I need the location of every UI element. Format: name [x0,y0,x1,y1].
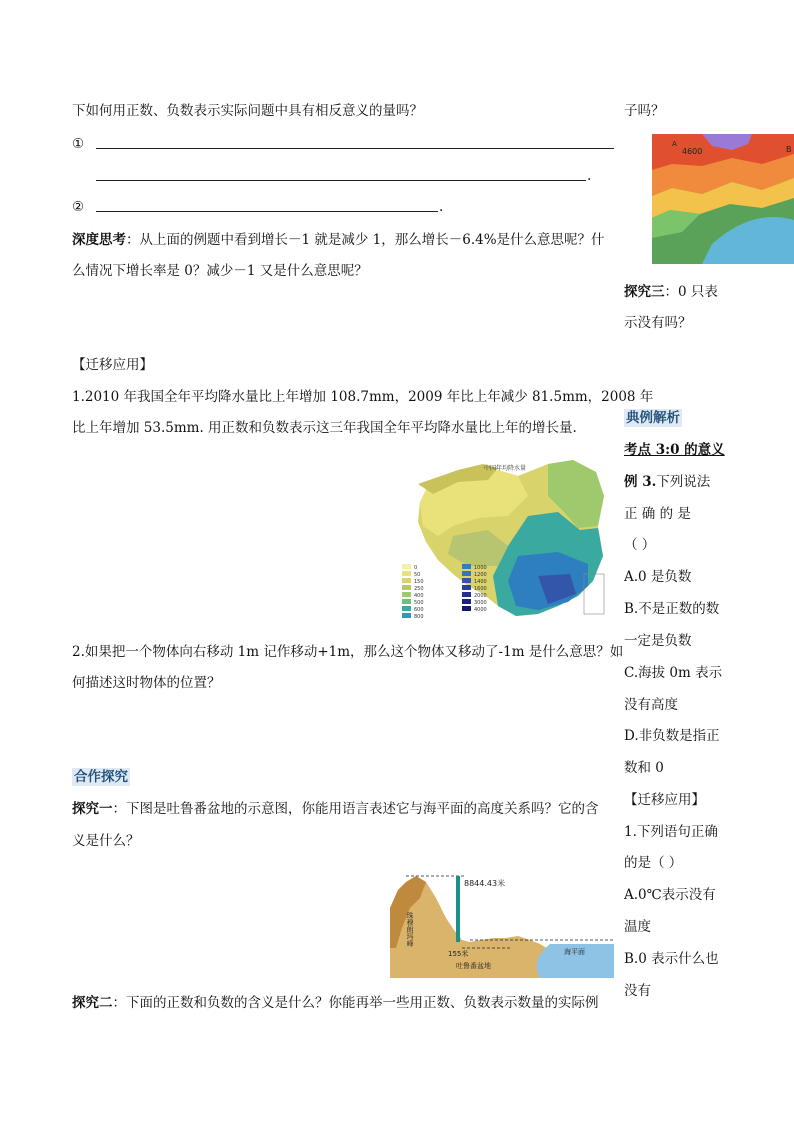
legend-swatch [402,599,411,604]
explore-2 [72,993,599,1013]
deep-thinking-text-2: 么情况下增长率是 0？减少－1 又是什么意思呢？ [72,263,368,279]
answer-parens: （ ） [624,537,656,553]
legend-swatch [462,599,471,604]
question-1-line-2: 比上年增加 53.5mm. 用正数和负数表示这三年我国全年平均降水量比上年的增长量. [72,420,577,436]
legend-swatch [462,571,471,576]
legend-swatch [402,585,411,590]
transfer-option-b-2: 没有 [624,983,651,999]
basin-label: 吐鲁番盆地 [456,962,491,970]
legend-label: 50 [414,572,421,578]
explore-3 [624,282,718,302]
legend-label: 3000 [474,600,487,606]
transfer-q1-2: 的是（ ） [624,855,683,871]
answer-line [96,211,438,212]
map-label-a: A [672,140,677,148]
option-c-2: 没有高度 [624,697,678,713]
example-3 [624,472,710,492]
transfer-option-b-1: B.0 表示什么也 [624,951,719,967]
option-b-2: 一定是负数 [624,633,692,649]
height-label: 8844.43米 [464,879,506,888]
transfer-option-a-1: A.0℃表示没有 [624,887,716,903]
sea-label: 海平面 [564,948,585,956]
depth-label: 155米 [448,950,469,958]
cooperative-heading: 合作探究 [74,769,128,785]
explore-1-label: 探究一 [72,801,113,817]
explore-3-text-2: 示没有吗？ [624,315,692,331]
option-a: A.0 是负数 [624,569,692,585]
explore-2-text: ：下面的正数和负数的含义是什么？你能再举一些用正数、负数表示数量的实际例 [112,995,599,1011]
legend-swatch [402,564,411,569]
explore-1-text: ：下图是吐鲁番盆地的示意图，你能用语言表述它与海平面的高度关系吗？它的含 [112,801,599,817]
example-3-text-2: 正 确 的 是 [624,506,691,522]
transfer-q1-1: 1.下列语句正确 [624,824,718,840]
legend-swatch [402,606,411,611]
example-heading: 典例解析 [626,410,680,426]
legend-label: 1200 [474,572,487,578]
legend-label: 1400 [474,579,487,585]
example-3-text: 下列说法 [656,474,711,490]
question-2-line-1: 2.如果把一个物体向右移动 1m 记作移动+1m，那么这个物体又移动了-1m 是什么意思？如 [72,644,624,660]
legend-swatch [462,592,471,597]
legend-swatch [402,613,411,618]
transfer-option-a-2: 温度 [624,919,651,935]
right-top-text: 子吗？ [624,103,665,119]
map-label-b: B [786,145,792,154]
answer-line [96,148,614,149]
precipitation-map [398,456,608,624]
legend-label: 0 [414,565,418,571]
legend-label: 150 [414,579,424,585]
explore-1-text-2: 义是什么？ [72,833,140,849]
answer-marker-1: ① [72,136,85,152]
legend-swatch [462,606,471,611]
legend-label: 4000 [474,607,487,613]
deep-thinking [72,230,605,250]
legend-swatch [462,585,471,590]
legend-swatch [462,578,471,583]
option-d-2: 数和 0 [624,760,664,776]
explore-2-label: 探究二 [72,995,113,1011]
peak-name: 珠穆朗玛峰 [406,912,414,947]
legend-label: 400 [414,593,424,599]
option-b-1: B.不是正数的数 [624,601,720,617]
legend-label: 1000 [474,565,487,571]
legend-label: 1600 [474,586,487,592]
explore-3-text: ：0 只表 [664,284,718,300]
answer-line [96,180,586,181]
option-d-1: D.非负数是指正 [624,728,720,744]
period: . [587,168,592,184]
map-title: 中国年均降水量 [484,465,527,472]
explore-1 [72,799,599,819]
question-2-line-2: 何描述这时物体的位置？ [72,675,221,691]
legend-swatch [402,571,411,576]
deep-thinking-label: 深度思考 [72,232,126,248]
answer-marker-2: ② [72,199,85,215]
elevation-color-map [652,134,794,264]
legend-swatch [402,592,411,597]
legend-label: 500 [414,600,424,606]
legend-label: 250 [414,586,424,592]
explore-3-label: 探究三 [624,284,665,300]
legend-label: 2000 [474,593,487,599]
legend-swatch [462,564,471,569]
legend-swatch [402,578,411,583]
question-intro: 下如何用正数、负数表示实际问题中具有相反意义的量吗？ [72,103,423,119]
question-1-line-1: 1.2010 年我国全年平均降水量比上年增加 108.7mm，2009 年比上年减少 81.5mm，2008 年 [72,389,654,405]
example-3-label: 例 3. [624,474,657,490]
deep-thinking-text: ：从上面的例题中看到增长－1 就是减少 1，那么增长－6.4%是什么意思呢？什 [126,232,605,248]
right-transfer-heading: 【迁移应用】 [624,792,705,808]
transfer-heading: 【迁移应用】 [72,357,153,373]
period: . [439,199,444,215]
key-point-label: 考点 3:0 的意义 [624,442,725,458]
map-label-height: 4600 [682,147,703,156]
elevation-diagram [390,868,614,978]
legend-label: 600 [414,607,424,613]
legend-label: 800 [414,614,424,620]
option-c-1: C.海拔 0m 表示 [624,665,723,681]
